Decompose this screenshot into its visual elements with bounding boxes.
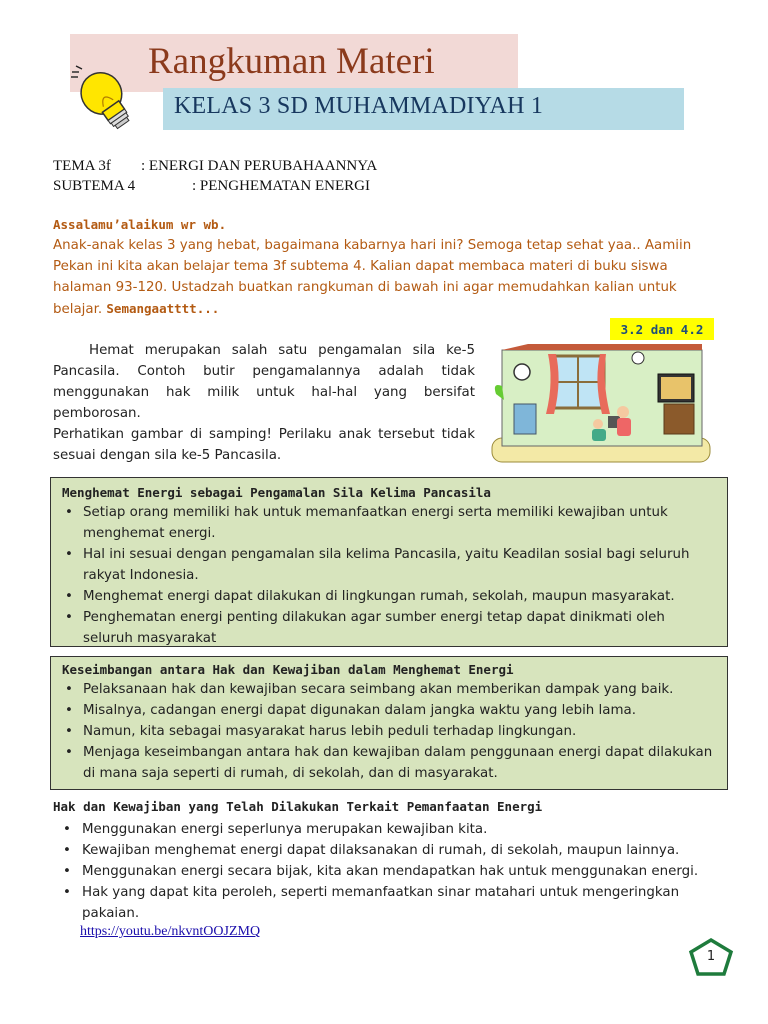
list-item: • Pelaksanaan hak dan kewajiban secara seimbang akan memberikan dampak yang baik. bbox=[62, 679, 719, 700]
box2-list bbox=[62, 679, 719, 784]
subtema-line bbox=[53, 178, 370, 195]
box1-title: Menghemat Energi sebagai Pengamalan Sila Kelima Pancasila bbox=[62, 485, 491, 500]
kd-badge: 3.2 dan 4.2 bbox=[610, 318, 714, 340]
intro-line: halaman 93-120. Ustadzah buatkan rangkuman di bawah ini agar memudahkan kalian untuk bbox=[53, 280, 677, 295]
section3-list bbox=[61, 819, 711, 924]
list-item: • Misalnya, cadangan energi dapat digunakan dalam jangka waktu yang lebih lama. bbox=[62, 700, 719, 721]
intro-line-end: belajar. bbox=[53, 302, 103, 317]
subtema-label: SUBTEMA 4 bbox=[53, 178, 136, 194]
list-item: • Kewajiban menghemat energi dapat dilaksanakan di rumah, di sekolah, maupun lainnya. bbox=[61, 840, 711, 861]
hemat-paragraph bbox=[53, 340, 475, 466]
semangat-text: Semangaatttt... bbox=[106, 301, 220, 316]
list-item: • Setiap orang memiliki hak untuk memanfaatkan energi serta memiliki kewajiban untuk menghemat energi. bbox=[62, 502, 719, 544]
section3-title: Hak dan Kewajiban yang Telah Dilakukan Terkait Pemanfaatan Energi bbox=[53, 799, 543, 814]
box-keseimbangan bbox=[50, 656, 728, 790]
list-item: • Namun, kita sebagai masyarakat harus lebih peduli terhadap lingkungan. bbox=[62, 721, 719, 742]
subtema-value: : PENGHEMATAN ENERGI bbox=[192, 178, 370, 194]
intro-line: Pekan ini kita akan belajar tema 3f subtema 4. Kalian dapat membaca materi di buku siswa bbox=[53, 259, 668, 274]
list-item: • Hal ini sesuai dengan pengamalan sila kelima Pancasila, yaitu Keadilan sosial bagi seluruh rakyat Indonesia. bbox=[62, 544, 719, 586]
intro-message bbox=[53, 214, 713, 320]
intro-line bbox=[53, 298, 713, 320]
box2-title: Keseimbangan antara Hak dan Kewajiban dalam Menghemat Energi bbox=[62, 662, 514, 677]
list-item: • Menjaga keseimbangan antara hak dan kewajiban dalam penggunaan energi dapat dilakukan di mana saja seperti di rumah, di sekolah, dan di masyarakat. bbox=[62, 742, 719, 784]
page-number: 1 bbox=[706, 949, 716, 964]
perhatikan-text: Perhatikan gambar di samping! Perilaku anak tersebut tidak sesuai dengan sila ke-5 Pancasila. bbox=[53, 427, 475, 463]
list-item: • Menggunakan energi seperlunya merupakan kewajiban kita. bbox=[61, 819, 711, 840]
list-item: • Hak yang dapat kita peroleh, seperti memanfaatkan sinar matahari untuk mengeringkan pakaian. bbox=[61, 882, 711, 924]
list-item: • Menghemat energi dapat dilakukan di lingkungan rumah, sekolah, maupun masyarakat. bbox=[62, 586, 719, 607]
hemat-text: Hemat merupakan salah satu pengamalan sila ke-5 Pancasila. Contoh butir pengamalannya adalah tidak menggunakan hak milik untuk hal-hal yang bersifat pemborosan. bbox=[53, 343, 475, 421]
room-illustration bbox=[488, 342, 714, 464]
list-item: • Menggunakan energi secara bijak, kita akan mendapatkan hak untuk menggunakan energi. bbox=[61, 861, 711, 882]
intro-line: Anak-anak kelas 3 yang hebat, bagaimana kabarnya hari ini? Semoga tetap sehat yaa.. Aamiin bbox=[53, 238, 692, 253]
box1-list bbox=[62, 502, 719, 649]
list-item: • Penghematan energi penting dilakukan agar sumber energi tetap dapat dinikmati oleh seluruh masyarakat bbox=[62, 607, 719, 649]
lightbulb-icon bbox=[66, 60, 136, 136]
tema-line bbox=[53, 158, 377, 175]
tema-value: : ENERGI DAN PERUBAHAANNYA bbox=[141, 158, 378, 174]
youtube-link[interactable]: https://youtu.be/nkvntOOJZMQ bbox=[80, 924, 261, 939]
class-subtitle: KELAS 3 SD MUHAMMADIYAH 1 bbox=[174, 93, 544, 119]
greeting: Assalamu’alaikum wr wb. bbox=[53, 217, 227, 232]
tema-label: TEMA 3f bbox=[53, 158, 111, 174]
page-title: Rangkuman Materi bbox=[148, 41, 435, 82]
box-menghemat-energi bbox=[50, 477, 728, 647]
